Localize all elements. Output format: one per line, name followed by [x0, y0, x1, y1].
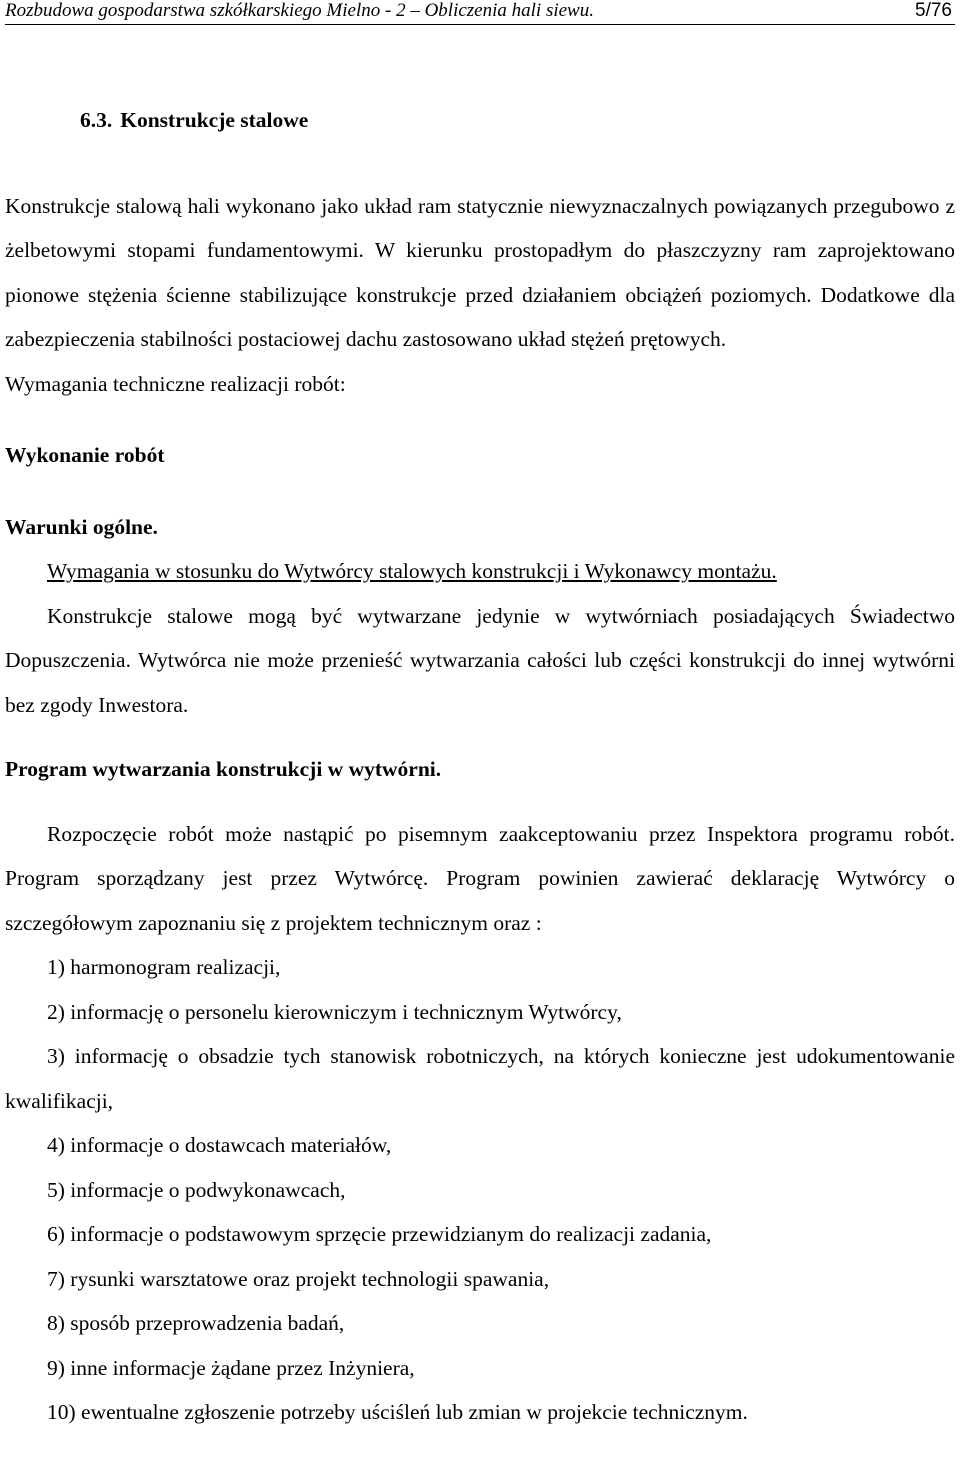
list-item: 4) informacje o dostawcach materiałów, [47, 1133, 392, 1157]
list-item: 7) rysunki warsztatowe oraz projekt technologii spawania, [47, 1266, 550, 1291]
section-heading [80, 98, 955, 143]
program-paragraph: Rozpoczęcie robót może nastąpić po pisemnym zaakceptowaniu przez Inspektora programu robót. Program sporządzany jest przez Wytwórcę. Program powinien zawierać deklarację Wytwórcy o szczegółowym zapoznaniu się z projektem technicznym oraz : [5, 821, 955, 935]
list-item: 5) informacje o podwykonawcach, [47, 1177, 346, 1202]
section-title: Konstrukcje stalowe [120, 108, 309, 132]
producer-paragraph: Konstrukcje stalowe mogą być wytwarzane jedynie w wytwórniach posiadających Świadectwo Dopuszczenia. Wytwórca nie może przenieść wytwarzania całości lub części konstrukcji do innej wytwórni bez zgody Inwestora. [5, 603, 955, 717]
document-title: Rozbudowa gospodarstwa szkółkarskiego Mielno - 2 – Obliczenia hali siewu. [5, 0, 594, 21]
list-item: 10) ewentualne zgłoszenie potrzeby uściśleń lub zmian w projekcie technicznym. [47, 1400, 748, 1424]
underlined-requirements-line: Wymagania w stosunku do Wytwórcy stalowych konstrukcji i Wykonawcy montażu. [47, 559, 777, 583]
heading-program: Program wytwarzania konstrukcji w wytwórni. [5, 757, 442, 781]
document-body [5, 98, 955, 1435]
page-header [5, 0, 955, 25]
heading-general-conditions: Warunki ogólne. [5, 514, 158, 539]
requirements-line: Wymagania techniczne realizacji robót: [5, 371, 346, 396]
list-item: 9) inne informacje żądane przez Inżyniera, [47, 1355, 415, 1380]
list-item: 1) harmonogram realizacji, [47, 955, 281, 979]
intro-paragraph: Konstrukcje stalową hali wykonano jako układ ram statycznie niewyznaczalnych powiązanych przegubowo z żelbetowymi stopami fundamentowymi. W kierunku prostopadłym do płaszczyzny ram zaprojektowano pionowe stężenia ścienne stabilizujące konstrukcje przed działaniem obciążeń poziomych. Dodatkowe dla zabezpieczenia stabilności postaciowej dachu zastosowano układ stężeń prętowych. [5, 193, 955, 351]
list-item: 6) informacje o podstawowym sprzęcie przewidzianym do realizacji zadania, [47, 1222, 712, 1246]
list-item: 3) informację o obsadzie tych stanowisk robotniczych, na których konieczne jest udokumentowanie kwalifikacji, [5, 1044, 955, 1113]
list-item: 2) informację o personelu kierowniczym i technicznym Wytwórcy, [47, 999, 622, 1024]
page-number: 5/76 [915, 0, 952, 21]
heading-execution: Wykonanie robót [5, 443, 165, 467]
section-number: 6.3. [80, 108, 113, 132]
list-item: 8) sposób przeprowadzenia badań, [47, 1311, 345, 1335]
